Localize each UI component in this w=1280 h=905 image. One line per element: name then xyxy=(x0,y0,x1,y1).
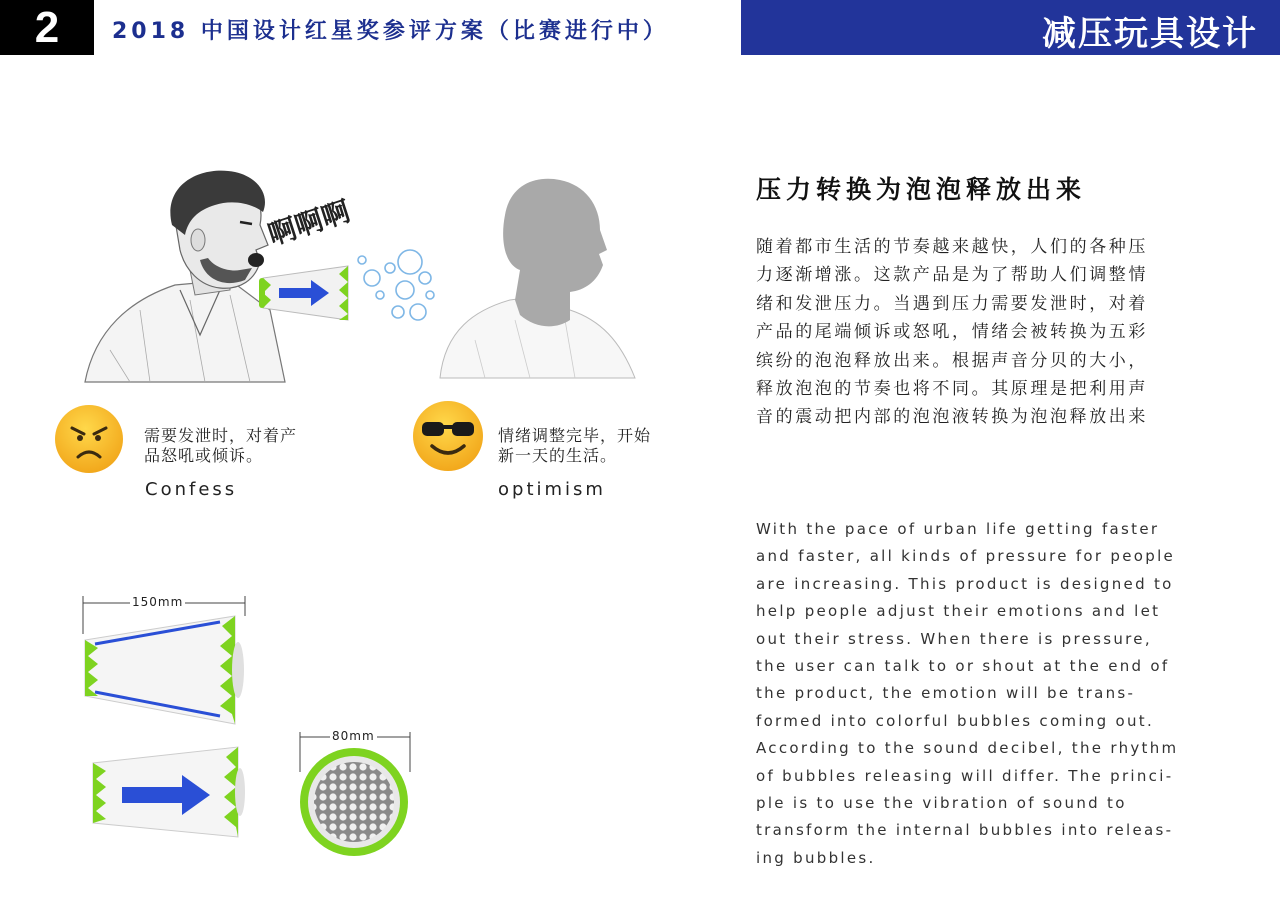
en-line: transform the internal bubbles into releas- xyxy=(756,821,1174,840)
diameter-dimension-label: 80mm xyxy=(332,729,375,743)
title-banner xyxy=(741,0,1280,55)
page-title: 减压玩具设计 xyxy=(1042,14,1258,54)
emotion-caption-optimism xyxy=(498,426,651,466)
chinese-description xyxy=(756,233,1236,432)
en-line: ple is to use the vibration of sound to xyxy=(756,794,1127,813)
en-line: and faster, all kinds of pressure for people xyxy=(756,547,1176,566)
en-line: out their stress. When there is pressure, xyxy=(756,629,1152,648)
sunglasses-face-icon xyxy=(412,400,484,472)
shout-text-glyphs: 啊啊啊 xyxy=(263,194,355,252)
product-arrow-view xyxy=(88,745,248,840)
cn-line: 力逐渐增涨。这款产品是为了帮助人们调整情 xyxy=(756,265,1148,286)
en-line: ing bubbles. xyxy=(756,848,876,867)
length-dimension-label: 150mm xyxy=(132,595,184,609)
angry-face-icon xyxy=(54,404,124,474)
caption-line: 需要发泄时，对着产 xyxy=(144,426,298,445)
cn-line: 释放泡泡的节奏也将不同。其原理是把利用声 xyxy=(756,379,1148,400)
emotion-caption-confess xyxy=(144,426,297,466)
cn-line: 缤纷的泡泡释放出来。根据声音分贝的大小， xyxy=(756,350,1148,371)
english-description xyxy=(756,516,1246,872)
product-side-view xyxy=(80,596,250,731)
en-line: the product, the emotion will be trans- xyxy=(756,684,1136,703)
caption-line: 新一天的生活。 xyxy=(498,446,618,465)
en-line: With the pace of urban life getting faster xyxy=(756,520,1160,538)
en-line: According to the sound decibel, the rhythm xyxy=(756,739,1179,758)
cn-line: 绪和发泄压力。当遇到压力需要发泄时，对着 xyxy=(756,293,1148,314)
caption-line: 品怒吼或倾诉。 xyxy=(144,446,264,465)
en-line: help people adjust their emotions and let xyxy=(756,602,1161,621)
emotion-label-confess: Confess xyxy=(145,479,238,500)
page-number-badge: 2 xyxy=(0,0,94,55)
caption-line: 情绪调整完毕，开始 xyxy=(498,426,652,445)
product-end-view xyxy=(298,732,414,860)
shout-text xyxy=(263,194,392,255)
shouting-man-illustration xyxy=(80,150,440,385)
cn-line: 产品的尾端倾诉或怒吼，情绪会被转换为五彩 xyxy=(756,322,1148,343)
calm-silhouette-illustration xyxy=(435,170,645,380)
en-line: formed into colorful bubbles coming out. xyxy=(756,711,1155,730)
cn-line: 随着都市生活的节奏越来越快，人们的各种压 xyxy=(756,237,1148,257)
article-heading: 压力转换为泡泡释放出来 xyxy=(756,175,1087,204)
en-line: the user can talk to or shout at the end of xyxy=(756,657,1170,676)
emotion-label-optimism: optimism xyxy=(498,479,606,500)
page-subtitle: 2018 中国设计红星奖参评方案（比赛进行中） xyxy=(112,19,669,44)
en-line: of bubbles releasing will differ. The princi- xyxy=(756,766,1174,785)
en-line: are increasing. This product is designed to xyxy=(756,574,1174,593)
cn-line: 音的震动把内部的泡泡液转换为泡泡释放出来 xyxy=(756,407,1148,428)
